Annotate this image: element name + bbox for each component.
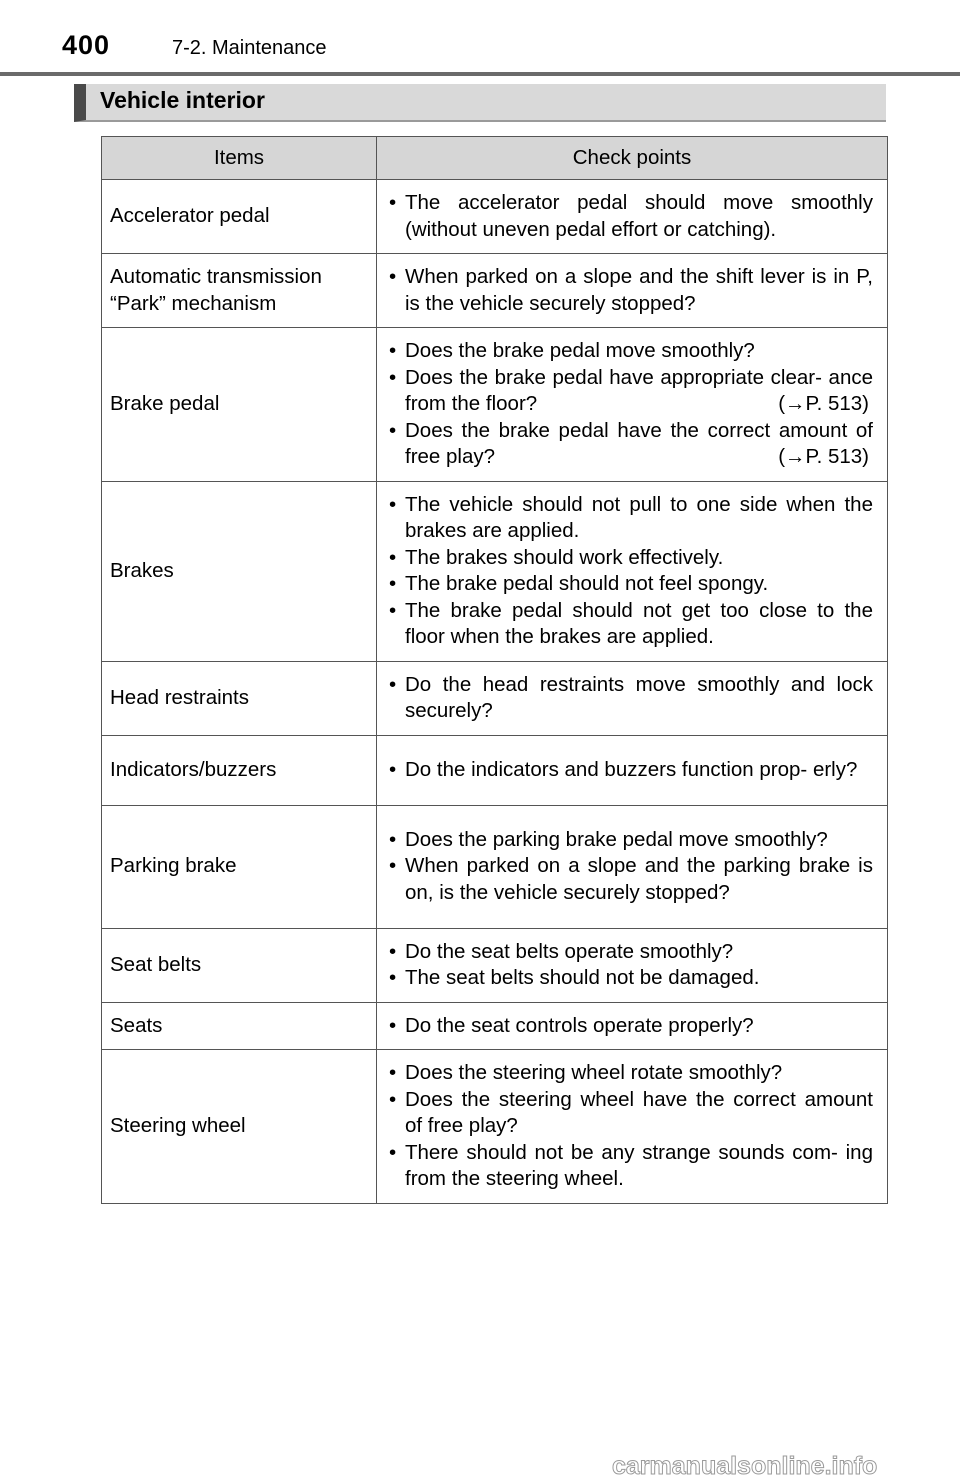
check-point-text: When parked on a slope and the parking brake is on, is the vehicle securely stopped? xyxy=(405,854,873,904)
check-points-cell xyxy=(377,328,888,482)
table-row xyxy=(102,1050,888,1204)
check-point-text: Does the parking brake pedal move smoothly? xyxy=(405,827,828,851)
check-point-item xyxy=(387,190,873,243)
table-row xyxy=(102,805,888,928)
check-point-text: The brake pedal should not feel spongy. xyxy=(405,572,769,595)
check-point-item xyxy=(387,1140,873,1193)
item-cell: Automatic transmission “Park” mechanism xyxy=(102,254,377,328)
check-point-item xyxy=(387,827,873,854)
check-point-item xyxy=(387,264,873,317)
check-point-text: When parked on a slope and the shift lever is in P, is the vehicle securely stopped? xyxy=(405,265,873,315)
table-row xyxy=(102,254,888,328)
check-point-item xyxy=(387,338,873,365)
check-point-text: Do the seat controls operate properly? xyxy=(405,1013,754,1037)
check-table xyxy=(101,136,888,1204)
page-reference: (→P. 513) xyxy=(778,392,869,415)
check-points-list xyxy=(387,338,873,471)
check-point-item xyxy=(387,1087,873,1140)
table-row xyxy=(102,928,888,1002)
check-point-item xyxy=(387,965,873,992)
item-cell: Seats xyxy=(102,1002,377,1050)
check-points-list xyxy=(387,939,873,992)
check-points-list xyxy=(387,492,873,651)
column-header-items: Items xyxy=(102,137,377,180)
check-point-item xyxy=(387,939,873,966)
check-points-cell xyxy=(377,735,888,805)
page-number: 400 xyxy=(62,30,111,60)
check-point-text: The brakes should work effectively. xyxy=(405,545,724,569)
item-cell: Brakes xyxy=(102,481,377,661)
header-rule xyxy=(0,72,960,76)
check-point-item xyxy=(387,853,873,906)
svg-text:carmanualsonline.info: carmanualsonline.info xyxy=(612,1452,878,1480)
item-cell: Parking brake xyxy=(102,805,377,928)
table-header-row xyxy=(102,137,888,180)
check-point-text: The vehicle should not pull to one side when the brakes are applied. xyxy=(405,492,873,542)
item-cell: Brake pedal xyxy=(102,328,377,482)
check-point-item xyxy=(387,365,873,418)
check-points-list xyxy=(387,190,873,243)
check-point-text: Do the seat belts operate smoothly? xyxy=(405,939,734,963)
check-points-list xyxy=(387,1060,873,1193)
section-title: Vehicle interior xyxy=(100,87,265,113)
item-cell: Seat belts xyxy=(102,928,377,1002)
check-points-cell xyxy=(377,805,888,928)
item-cell: Steering wheel xyxy=(102,1050,377,1204)
table-row xyxy=(102,661,888,735)
check-points-cell xyxy=(377,481,888,661)
table-row xyxy=(102,180,888,254)
table-body xyxy=(102,180,888,1204)
check-point-text: Does the brake pedal have appropriate clear- ance from the floor? xyxy=(405,365,873,415)
check-points-cell xyxy=(377,180,888,254)
check-point-item xyxy=(387,1060,873,1087)
table-row xyxy=(102,1002,888,1050)
check-point-text: Do the indicators and buzzers function prop- erly? xyxy=(405,757,858,781)
check-points-cell xyxy=(377,1050,888,1204)
item-cell: Accelerator pedal xyxy=(102,180,377,254)
check-point-text: There should not be any strange sounds com- ing from the steering wheel. xyxy=(405,1140,873,1190)
check-point-text: Does the steering wheel have the correct amount of free play? xyxy=(405,1087,873,1137)
check-points-list xyxy=(387,672,873,725)
check-points-cell xyxy=(377,928,888,1002)
check-points-list xyxy=(387,827,873,907)
check-points-list xyxy=(387,757,873,784)
check-point-item xyxy=(387,757,873,784)
check-point-item xyxy=(387,418,873,471)
check-point-text: Do the head restraints move smoothly and lock securely? xyxy=(405,672,873,722)
check-point-item xyxy=(387,598,873,651)
check-point-item xyxy=(387,492,873,545)
check-point-item xyxy=(387,1013,873,1040)
check-points-list xyxy=(387,1013,873,1040)
table-row xyxy=(102,735,888,805)
check-points-cell xyxy=(377,661,888,735)
check-points-cell xyxy=(377,254,888,328)
check-point-text: Does the steering wheel rotate smoothly? xyxy=(405,1061,783,1084)
section-label: 7-2. Maintenance xyxy=(172,37,327,59)
check-point-text: Does the brake pedal have the correct amount of free play? xyxy=(405,418,873,468)
section-title-bar xyxy=(74,84,886,122)
check-point-text: The accelerator pedal should move smoothly (without uneven pedal effort or catching). xyxy=(405,191,873,241)
table-row xyxy=(102,328,888,482)
check-point-text: Does the brake pedal move smoothly? xyxy=(405,339,755,362)
page-reference: (→P. 513) xyxy=(778,445,869,468)
column-header-check-points: Check points xyxy=(377,137,888,180)
item-cell: Indicators/buzzers xyxy=(102,735,377,805)
check-point-item xyxy=(387,545,873,572)
check-point-text: The seat belts should not be damaged. xyxy=(405,966,760,989)
table-row xyxy=(102,481,888,661)
watermark-logo xyxy=(612,1448,952,1482)
check-point-item xyxy=(387,672,873,725)
check-points-cell xyxy=(377,1002,888,1050)
check-point-text: The brake pedal should not get too close to the floor when the brakes are applied. xyxy=(405,598,873,648)
check-points-list xyxy=(387,264,873,317)
check-point-item xyxy=(387,571,873,598)
item-cell: Head restraints xyxy=(102,661,377,735)
